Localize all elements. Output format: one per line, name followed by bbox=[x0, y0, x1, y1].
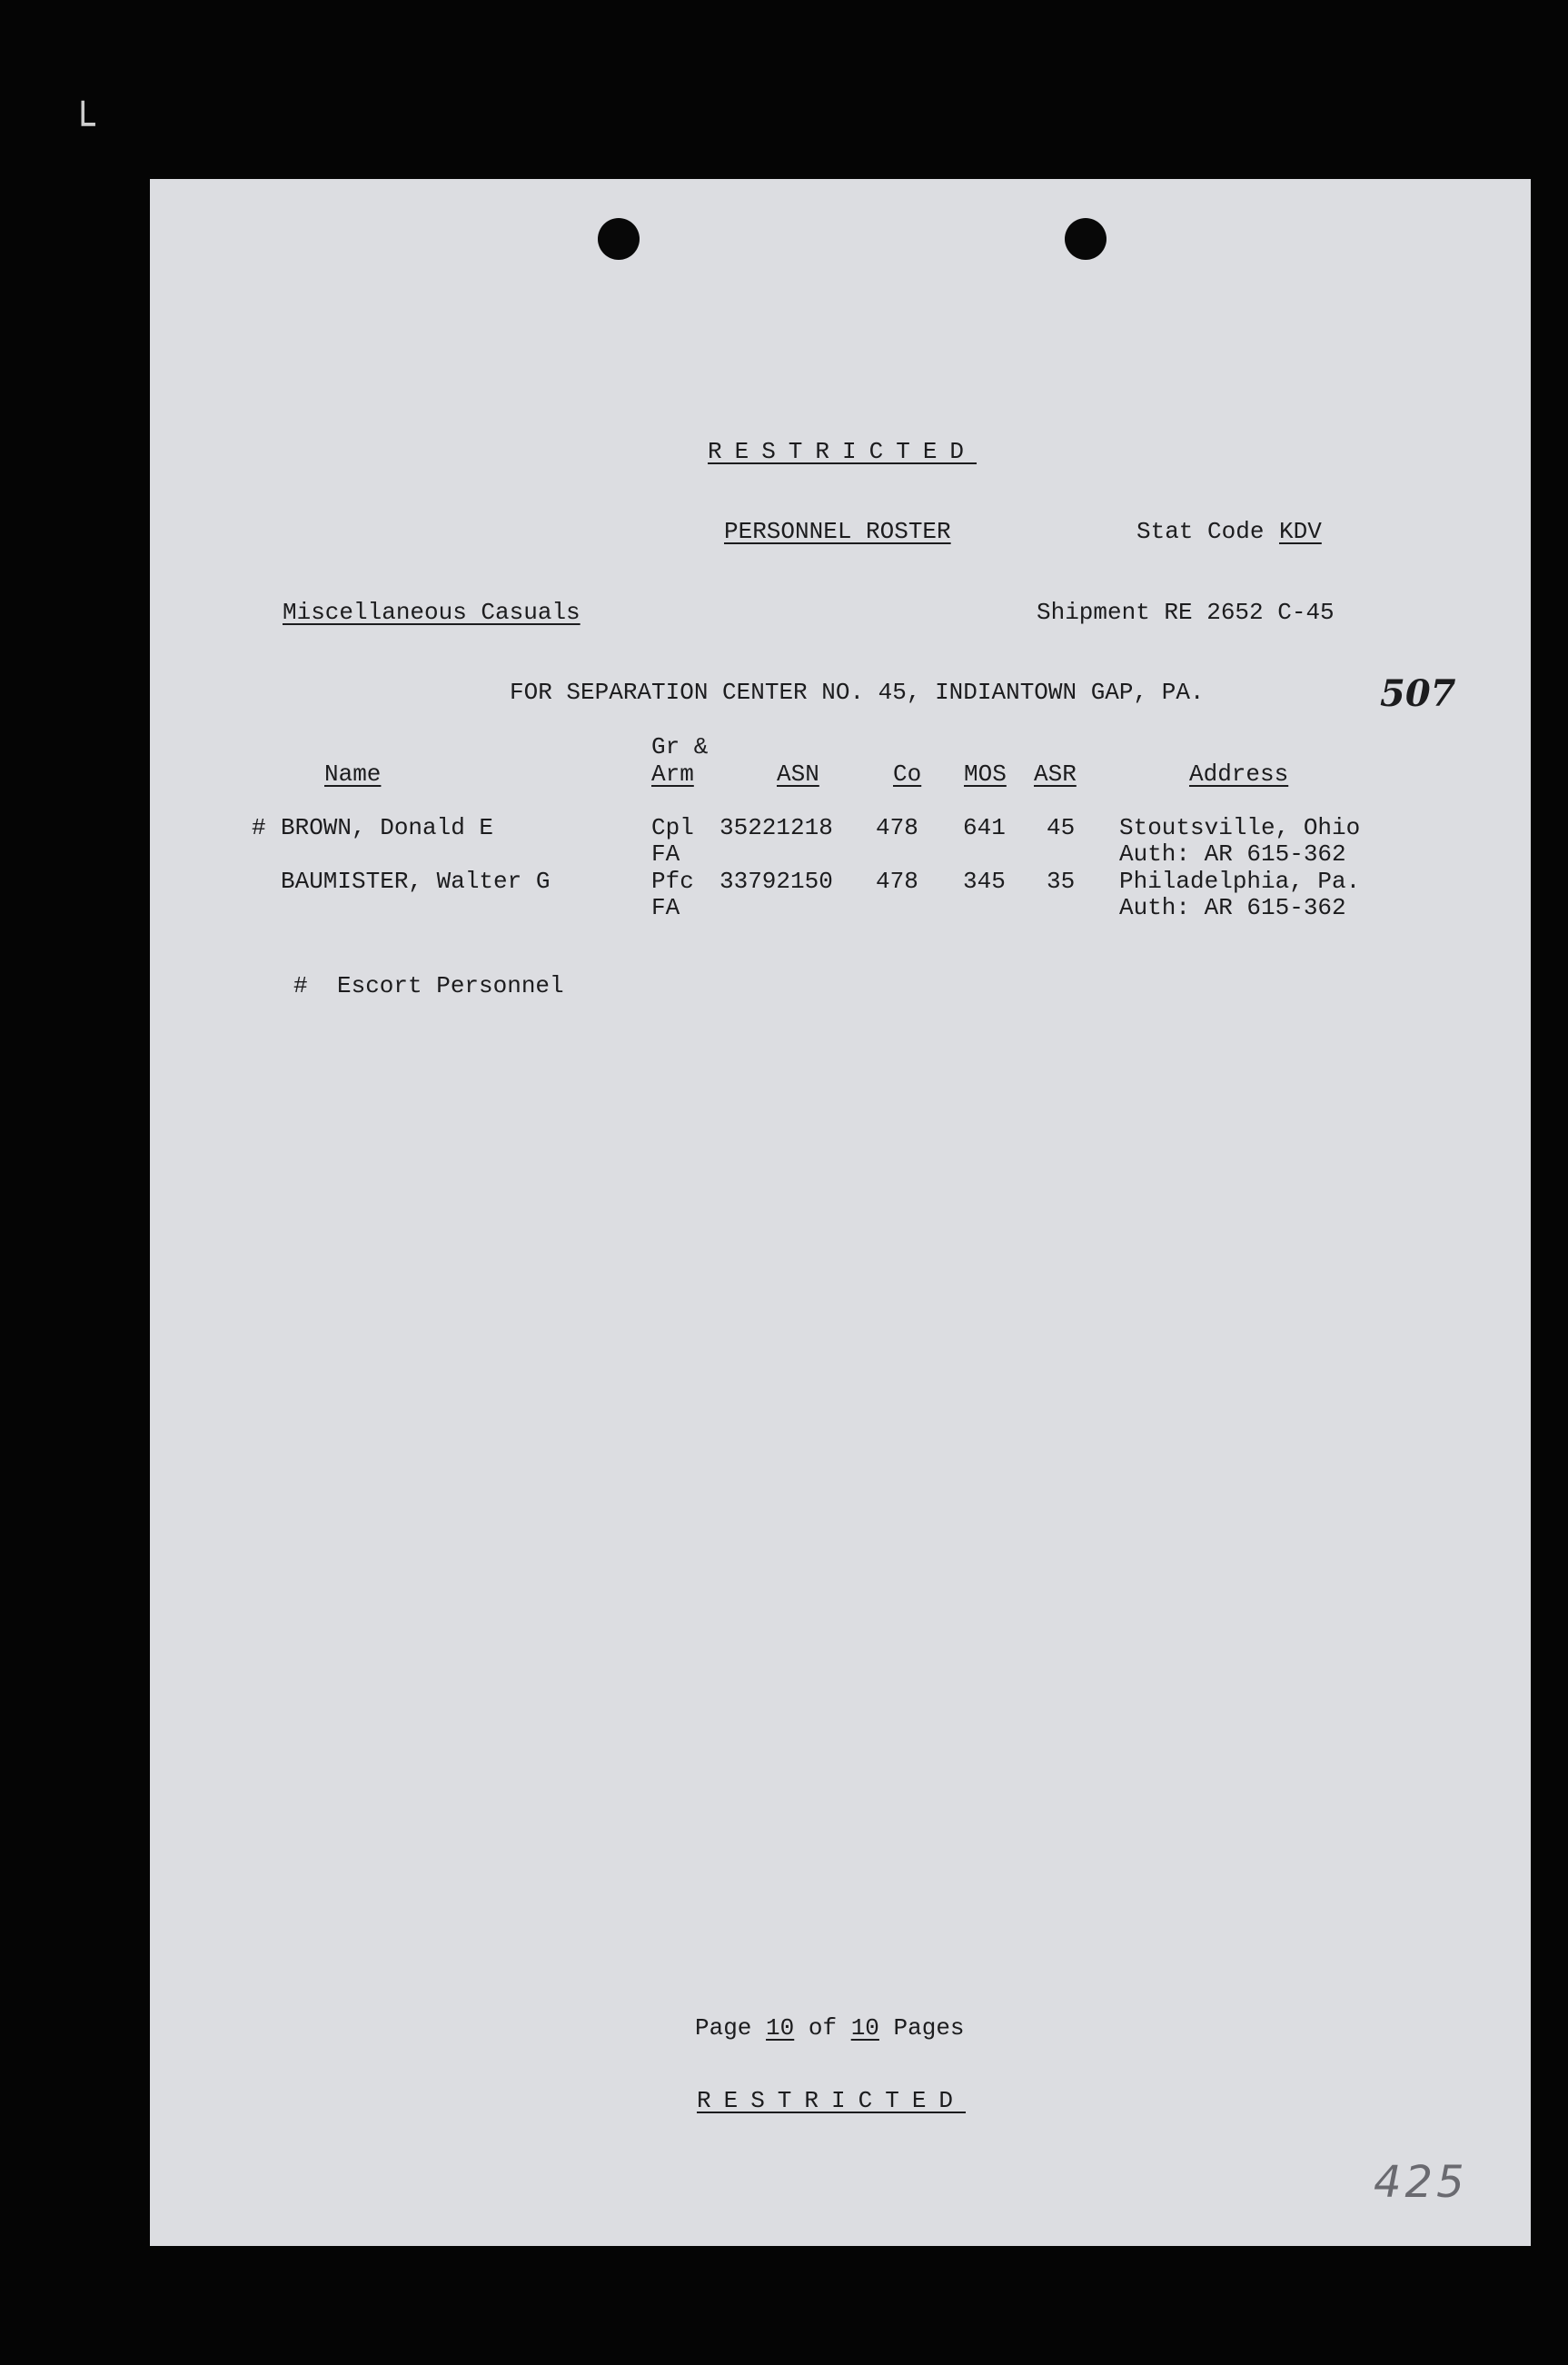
row-grade: Cpl bbox=[651, 814, 694, 841]
page-indicator bbox=[695, 2014, 965, 2042]
row-asr: 35 bbox=[1047, 868, 1076, 895]
row-co: 478 bbox=[876, 868, 918, 895]
page-total: 10 bbox=[850, 2014, 879, 2042]
page-word: Page bbox=[695, 2014, 752, 2042]
row-marker: # bbox=[252, 814, 266, 841]
row-name: BROWN, Donald E bbox=[281, 814, 494, 841]
row-co: 478 bbox=[876, 814, 918, 841]
row-arm: FA bbox=[651, 894, 680, 921]
footnote-text: Escort Personnel bbox=[337, 972, 564, 999]
roster-title: PERSONNEL ROSTER bbox=[724, 518, 951, 545]
of-word: of bbox=[808, 2014, 838, 2042]
destination-line: FOR SEPARATION CENTER NO. 45, INDIANTOWN GAP, PA. bbox=[510, 679, 1205, 706]
col-header-name: Name bbox=[324, 760, 382, 788]
row-address: Philadelphia, Pa. bbox=[1119, 868, 1361, 895]
handwritten-number: 425 bbox=[1374, 2157, 1468, 2208]
pages-word: Pages bbox=[893, 2014, 965, 2042]
col-header-asn: ASN bbox=[777, 760, 819, 788]
col-header-asr: ASR bbox=[1034, 760, 1077, 788]
row-asn: 33792150 bbox=[719, 868, 833, 895]
stat-code-value: KDV bbox=[1279, 518, 1322, 545]
row-asr: 45 bbox=[1047, 814, 1076, 841]
classification-header: RESTRICTED bbox=[708, 438, 978, 465]
row-mos: 345 bbox=[963, 868, 1006, 895]
classification-footer: RESTRICTED bbox=[697, 2087, 967, 2114]
row-address: Stoutsville, Ohio bbox=[1119, 814, 1361, 841]
footnote-marker: # bbox=[293, 972, 308, 999]
row-mos: 641 bbox=[963, 814, 1006, 841]
col-header-grade: Gr & bbox=[651, 733, 709, 760]
document-page bbox=[150, 179, 1531, 2246]
shipment-number: Shipment RE 2652 C-45 bbox=[1037, 599, 1335, 626]
row-auth: Auth: AR 615-362 bbox=[1119, 894, 1346, 921]
stamp-number: 507 bbox=[1380, 672, 1456, 715]
col-header-arm: Arm bbox=[651, 760, 694, 788]
row-asn: 35221218 bbox=[719, 814, 833, 841]
col-header-co: Co bbox=[893, 760, 922, 788]
col-header-address: Address bbox=[1189, 760, 1289, 788]
stat-code-label: Stat Code bbox=[1136, 518, 1265, 545]
row-grade: Pfc bbox=[651, 868, 694, 895]
punch-hole-left bbox=[598, 218, 640, 260]
row-name: BAUMISTER, Walter G bbox=[281, 868, 551, 895]
col-header-mos: MOS bbox=[964, 760, 1007, 788]
margin-mark: └ bbox=[71, 102, 95, 148]
row-auth: Auth: AR 615-362 bbox=[1119, 840, 1346, 868]
punch-hole-right bbox=[1065, 218, 1107, 260]
page-current: 10 bbox=[766, 2014, 795, 2042]
unit-name: Miscellaneous Casuals bbox=[283, 599, 581, 626]
row-arm: FA bbox=[651, 840, 680, 868]
